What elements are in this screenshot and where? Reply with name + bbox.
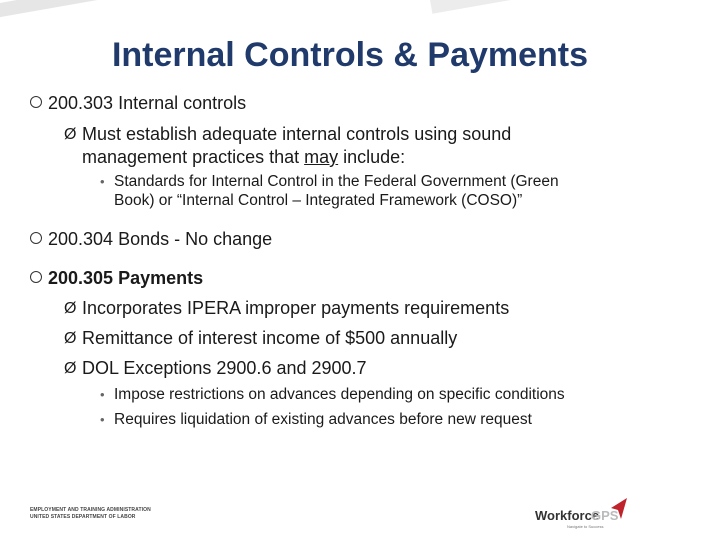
eta-dol-logo bbox=[30, 507, 151, 521]
text-fragment: management practices that bbox=[82, 147, 305, 167]
eta-line: EMPLOYMENT AND TRAINING ADMINISTRATION bbox=[30, 507, 151, 513]
subitem-text: DOL Exceptions 2900.6 and 2900.7 bbox=[82, 358, 367, 378]
subitem-remittance bbox=[64, 327, 457, 350]
bullet-liquidation bbox=[98, 410, 532, 429]
text-fragment: include: bbox=[338, 147, 406, 167]
dol-line: UNITED STATES DEPARTMENT OF LABOR bbox=[30, 514, 136, 520]
logo-wordmark: Workforce bbox=[535, 508, 600, 523]
dot-bullet-icon: • bbox=[100, 174, 105, 189]
item-200-304 bbox=[30, 229, 272, 250]
decor-band-right bbox=[430, 0, 720, 14]
logo-wordmark-accent: GPS bbox=[591, 508, 619, 523]
subitem-text: Remittance of interest income of $500 annually bbox=[82, 328, 458, 348]
item-label: 200.305 Payments bbox=[48, 268, 204, 288]
slide-title: Internal Controls & Payments bbox=[111, 36, 589, 74]
circle-bullet-icon bbox=[30, 271, 42, 283]
bullet-restrictions bbox=[98, 385, 565, 404]
arrow-bullet-icon: Ø bbox=[64, 330, 77, 347]
item-200-303 bbox=[30, 93, 246, 114]
bullet-green-book bbox=[98, 172, 559, 210]
subitem-dol-exceptions bbox=[64, 357, 367, 380]
decor-band-left bbox=[0, 0, 287, 24]
subitem-text-line2 bbox=[82, 146, 511, 169]
dot-bullet-icon: • bbox=[100, 412, 105, 427]
subitem-internal-controls bbox=[64, 123, 511, 169]
arrow-bullet-icon: Ø bbox=[64, 300, 77, 317]
dot-bullet-icon: • bbox=[100, 387, 105, 402]
logo-tagline: Navigate to Success bbox=[567, 524, 604, 529]
bullet-text-line2: Book) or “Internal Control – Integrated Framework (COSO)” bbox=[114, 192, 523, 209]
item-label: 200.304 Bonds - No change bbox=[48, 229, 273, 249]
circle-bullet-icon bbox=[30, 96, 42, 108]
item-200-305 bbox=[30, 268, 203, 289]
item-label: 200.303 Internal controls bbox=[48, 93, 247, 113]
bullet-text: Requires liquidation of existing advances before new request bbox=[114, 411, 532, 428]
underlined-may: may bbox=[304, 147, 339, 167]
subitem-text: Incorporates IPERA improper payments requirements bbox=[82, 298, 510, 318]
arrow-bullet-icon: Ø bbox=[64, 360, 77, 377]
circle-bullet-icon bbox=[30, 232, 42, 244]
bullet-text-line1: Standards for Internal Control in the Federal Government (Green bbox=[114, 173, 559, 190]
arrow-bullet-icon: Ø bbox=[64, 126, 77, 143]
subitem-ipera bbox=[64, 297, 509, 320]
bullet-text: Impose restrictions on advances depending on specific conditions bbox=[114, 386, 565, 403]
workforcegps-logo bbox=[535, 498, 645, 532]
subitem-text-line1: Must establish adequate internal controls using sound bbox=[82, 124, 512, 144]
logo-arrow-icon bbox=[609, 498, 629, 520]
